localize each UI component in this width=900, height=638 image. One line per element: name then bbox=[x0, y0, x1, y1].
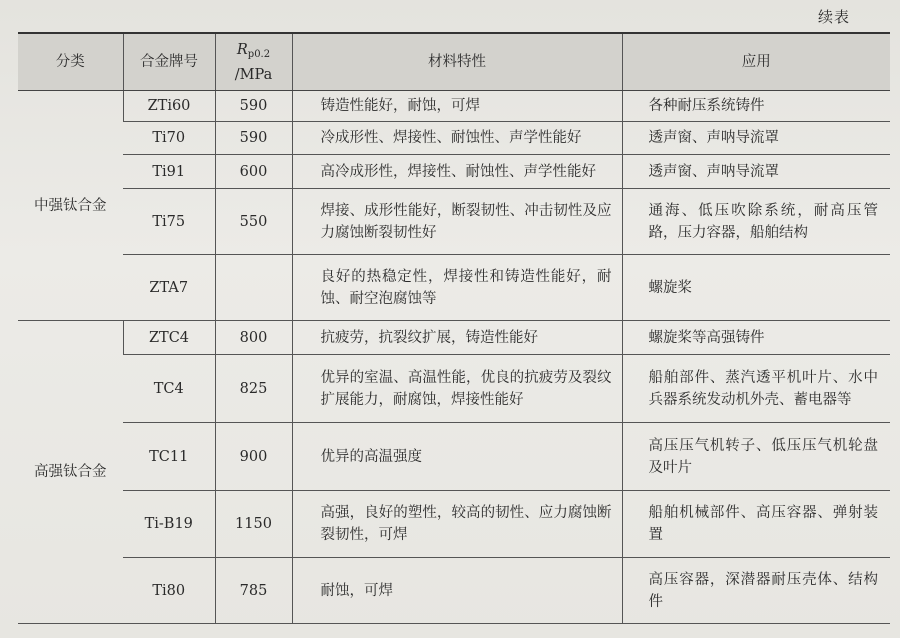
applications-cell: 高压容器，深潜器耐压壳体、结构件 bbox=[622, 558, 890, 624]
strength-cell: 590 bbox=[215, 122, 292, 155]
properties-cell: 焊接、成形性能好，断裂韧性、冲击韧性及应力腐蚀断裂韧性好 bbox=[292, 189, 622, 255]
header-properties: 材料特性 bbox=[292, 33, 622, 91]
table-row bbox=[18, 355, 890, 423]
strength-cell: 825 bbox=[215, 355, 292, 423]
applications-cell: 高压压气机转子、低压压气机轮盘及叶片 bbox=[622, 423, 890, 491]
grade-cell: ZTi60 bbox=[123, 91, 215, 122]
properties-cell: 良好的热稳定性，焊接性和铸造性能好，耐蚀、耐空泡腐蚀等 bbox=[292, 255, 622, 321]
strength-subscript: p0.2 bbox=[247, 48, 271, 60]
table-row bbox=[18, 122, 890, 155]
applications-cell: 螺旋桨等高强铸件 bbox=[622, 321, 890, 355]
strength-symbol: R bbox=[236, 41, 248, 58]
grade-cell: ZTC4 bbox=[123, 321, 215, 355]
group-high-strength: 高强钛合金 bbox=[18, 321, 123, 624]
table-row bbox=[18, 255, 890, 321]
header-category: 分类 bbox=[18, 33, 123, 91]
properties-cell: 抗疲劳，抗裂纹扩展，铸造性能好 bbox=[292, 321, 622, 355]
grade-cell: Ti80 bbox=[123, 558, 215, 624]
strength-cell: 1150 bbox=[215, 491, 292, 558]
strength-cell: 800 bbox=[215, 321, 292, 355]
strength-cell: 590 bbox=[215, 91, 292, 122]
applications-cell: 各种耐压系统铸件 bbox=[622, 91, 890, 122]
grade-cell: Ti-B19 bbox=[123, 491, 215, 558]
properties-cell: 优异的室温、高温性能，优良的抗疲劳及裂纹扩展能力，耐腐蚀，焊接性能好 bbox=[292, 355, 622, 423]
strength-cell bbox=[215, 255, 292, 321]
table-row bbox=[18, 558, 890, 624]
grade-cell: Ti70 bbox=[123, 122, 215, 155]
group-medium-strength: 中强钛合金 bbox=[18, 91, 123, 321]
table-row bbox=[18, 423, 890, 491]
table-row bbox=[18, 91, 890, 122]
strength-unit: /MPa bbox=[234, 66, 273, 83]
strength-cell: 600 bbox=[215, 155, 292, 189]
applications-cell: 通海、低压吹除系统，耐高压管路，压力容器，船舶结构 bbox=[622, 189, 890, 255]
grade-cell: Ti75 bbox=[123, 189, 215, 255]
properties-cell: 铸造性能好，耐蚀，可焊 bbox=[292, 91, 622, 122]
table-row bbox=[18, 321, 890, 355]
properties-cell: 冷成形性、焊接性、耐蚀性、声学性能好 bbox=[292, 122, 622, 155]
applications-cell: 透声窗、声呐导流罩 bbox=[622, 122, 890, 155]
applications-cell: 船舶机械部件、高压容器、弹射装置 bbox=[622, 491, 890, 558]
properties-cell: 耐蚀，可焊 bbox=[292, 558, 622, 624]
strength-cell: 900 bbox=[215, 423, 292, 491]
grade-cell: TC4 bbox=[123, 355, 215, 423]
properties-cell: 优异的高温强度 bbox=[292, 423, 622, 491]
titanium-alloy-table bbox=[18, 32, 890, 624]
grade-cell: Ti91 bbox=[123, 155, 215, 189]
table-row bbox=[18, 491, 890, 558]
grade-cell: TC11 bbox=[123, 423, 215, 491]
applications-cell: 船舶部件、蒸汽透平机叶片、水中兵器系统发动机外壳、蓄电器等 bbox=[622, 355, 890, 423]
properties-cell: 高冷成形性，焊接性、耐蚀性、声学性能好 bbox=[292, 155, 622, 189]
properties-cell: 高强，良好的塑性，较高的韧性、应力腐蚀断裂韧性，可焊 bbox=[292, 491, 622, 558]
strength-cell: 550 bbox=[215, 189, 292, 255]
header-applications: 应用 bbox=[622, 33, 890, 91]
applications-cell: 透声窗、声呐导流罩 bbox=[622, 155, 890, 189]
applications-cell: 螺旋桨 bbox=[622, 255, 890, 321]
header-strength bbox=[215, 33, 292, 91]
table-row bbox=[18, 189, 890, 255]
table-row bbox=[18, 155, 890, 189]
header-grade: 合金牌号 bbox=[123, 33, 215, 91]
strength-cell: 785 bbox=[215, 558, 292, 624]
table-header-row bbox=[18, 33, 890, 91]
continued-label: 续表 bbox=[818, 8, 851, 26]
grade-cell: ZTA7 bbox=[123, 255, 215, 321]
